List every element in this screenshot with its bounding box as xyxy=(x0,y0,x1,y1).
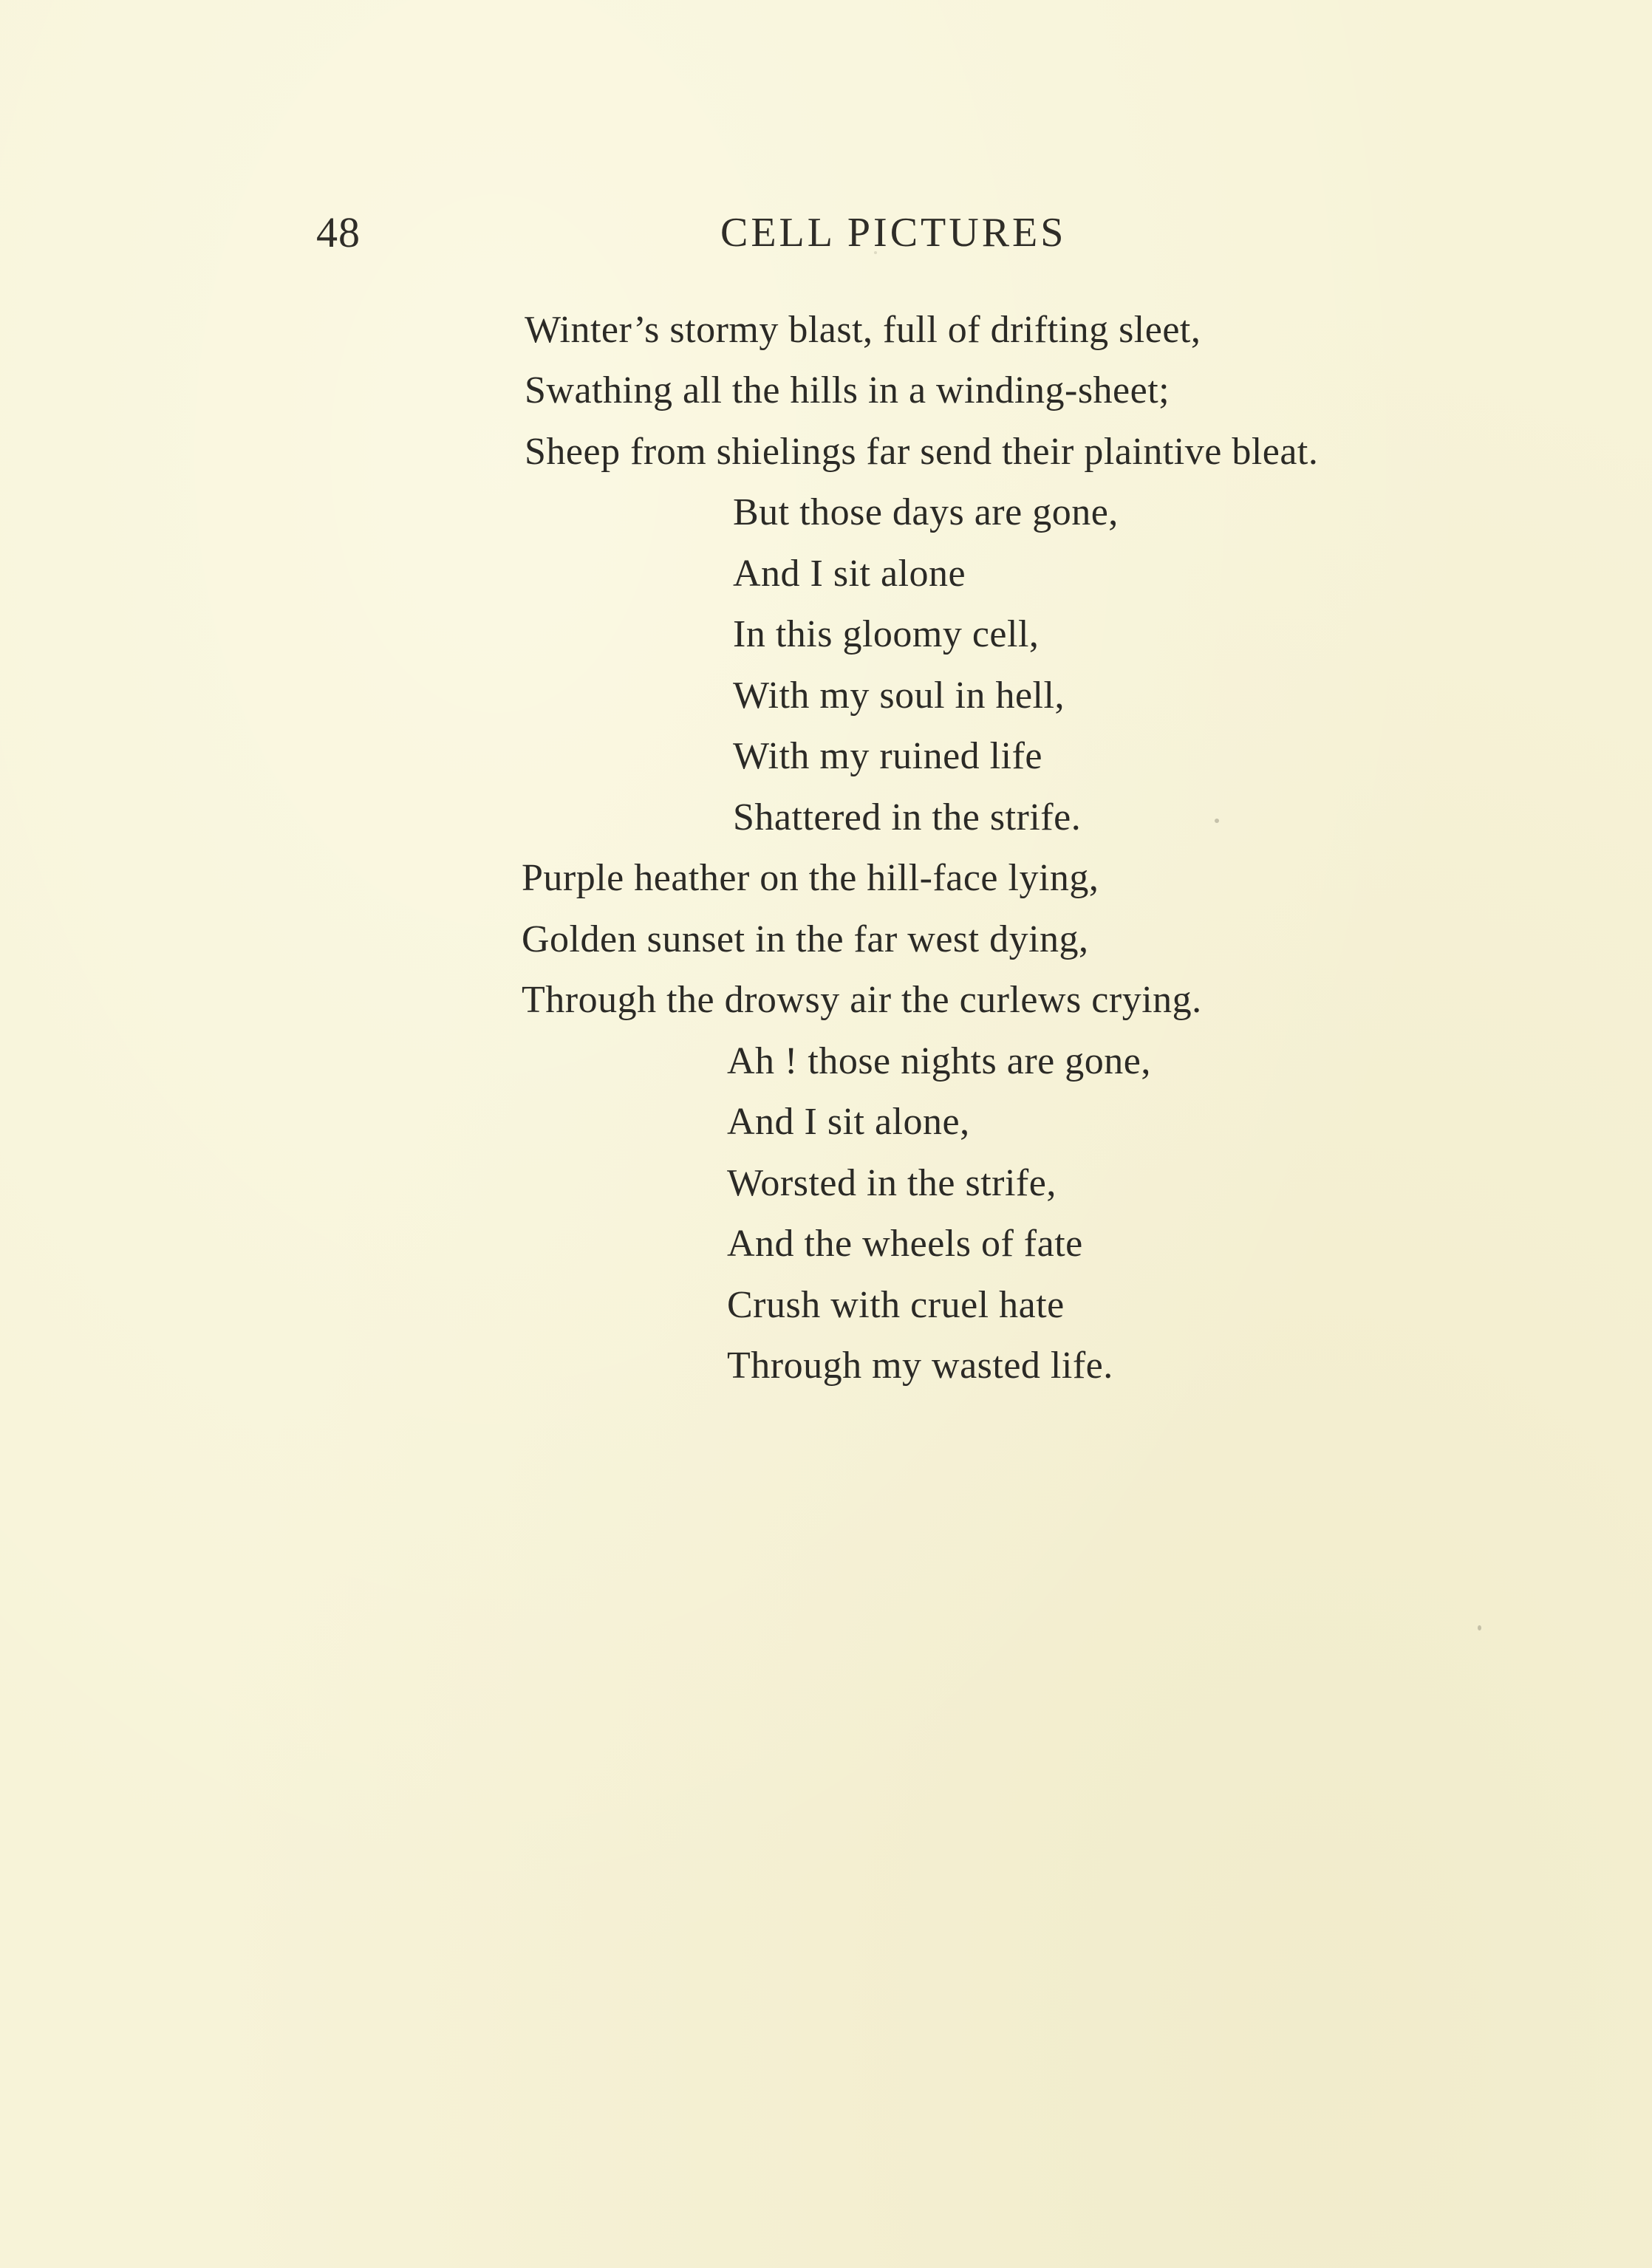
paper-speck xyxy=(1215,819,1219,823)
poem-line: Crush with cruel hate xyxy=(727,1284,1065,1326)
poem-line: Through my wasted life. xyxy=(727,1345,1113,1387)
paper-speck xyxy=(1478,1625,1481,1630)
poem-line: In this gloomy cell, xyxy=(733,613,1040,655)
poem-line: Golden sunset in the far west dying, xyxy=(522,918,1089,960)
poem-line: Ah ! those nights are gone, xyxy=(727,1040,1151,1082)
poem-line: Worsted in the strife, xyxy=(727,1162,1057,1204)
page-number: 48 xyxy=(316,208,361,256)
poem-line: Winter’s stormy blast, full of drifting sleet, xyxy=(525,309,1201,351)
poem-line: Through the drowsy air the curlews crying. xyxy=(522,979,1202,1021)
running-title: CELL PICTURES xyxy=(720,210,1067,256)
poem-line: And the wheels of fate xyxy=(727,1223,1083,1265)
poem-line: And I sit alone xyxy=(733,553,966,595)
poem-line: Swathing all the hills in a winding-sheet; xyxy=(525,369,1170,411)
poem-line: With my soul in hell, xyxy=(733,674,1065,717)
poem-line: Purple heather on the hill-face lying, xyxy=(522,857,1099,899)
poem-line: Sheep from shielings far send their plaintive bleat. xyxy=(525,431,1319,473)
poem-line: With my ruined life xyxy=(733,735,1042,777)
paper-speck xyxy=(874,251,877,254)
poem-line: But those days are gone, xyxy=(733,491,1119,533)
poem-line: Shattered in the strife. xyxy=(733,796,1082,838)
poem-line: And I sit alone, xyxy=(727,1101,970,1143)
